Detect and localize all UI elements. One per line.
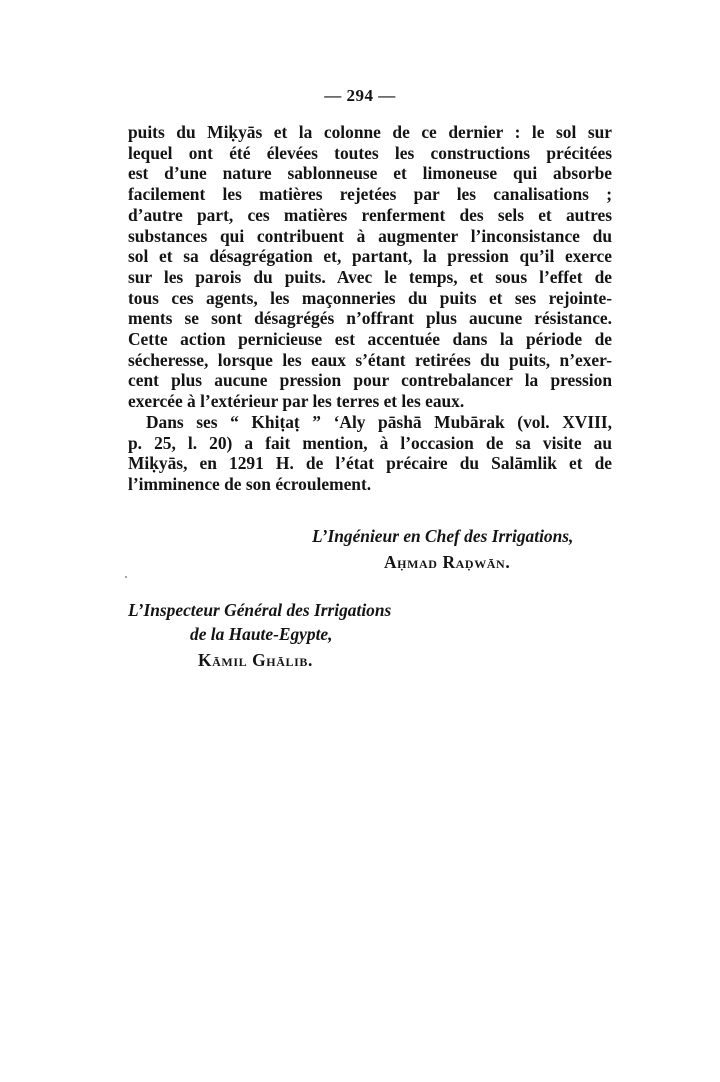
signature-name: Aḥmad Raḍwān. (384, 552, 511, 572)
text-line: d’autre part, ces matières renferment des sels et autres (128, 204, 612, 225)
body-text (128, 122, 612, 495)
page-number: — 294 — (324, 86, 396, 105)
text-line: facilement les matières rejetées par les canalisations ; (128, 184, 612, 205)
text-line: tous ces agents, les maçonneries du puits et ses rejointe- (128, 287, 612, 308)
text-line: Cette action pernicieuse est accentuée dans la période de (128, 329, 612, 350)
text-line: sol et sa désagrégation et, partant, la pression qu’il exerce (128, 246, 612, 267)
text-line: est d’une nature sablonneuse et limoneuse qui absorbe (128, 163, 612, 184)
text-line: p. 25, l. 20) a fait mention, à l’occasion de sa visite au (128, 432, 612, 453)
signature-chief-engineer (312, 524, 573, 574)
text-line: sécheresse, lorsque les eaux s’étant retirées du puits, n’exer- (128, 349, 612, 370)
text-line: Dans ses “ Khiṭaṭ ” ‘Aly pāshā Mubārak (vol. XVIII, (146, 411, 612, 432)
text-line: sur les parois du puits. Avec le temps, et sous l’effet de (128, 266, 612, 287)
paragraph-2 (128, 412, 612, 495)
signature-name: Kāmil Ghālib. (198, 650, 313, 670)
text-line: exercée à l’extérieur par les terres et les eaux. (128, 391, 465, 412)
text-line: lequel ont été élevées toutes les constructions précitées (128, 142, 612, 163)
signature-title: L’Inspecteur Général des Irrigations (128, 600, 392, 620)
text-line: ments se sont désagrégés n’offrant plus aucune résistance. (128, 308, 612, 329)
text-line: puits du Miḳyās et la colonne de ce dernier : le sol sur (128, 122, 612, 142)
signature-title-continued: de la Haute-Egypte, (190, 624, 333, 644)
text-line: substances qui contribuent à augmenter l’inconsistance du (128, 225, 612, 246)
paragraph-1 (128, 122, 612, 412)
text-line: Miḳyās, en 1291 H. de l’état précaire du Salāmlik et de (128, 453, 612, 474)
signature-title: L’Ingénieur en Chef des Irrigations, (312, 526, 574, 546)
signature-inspector-general (128, 598, 391, 672)
print-speck (125, 576, 127, 578)
text-line: cent plus aucune pression pour contrebalancer la pression (128, 370, 612, 391)
text-line: l’imminence de son écroulement. (128, 473, 372, 494)
